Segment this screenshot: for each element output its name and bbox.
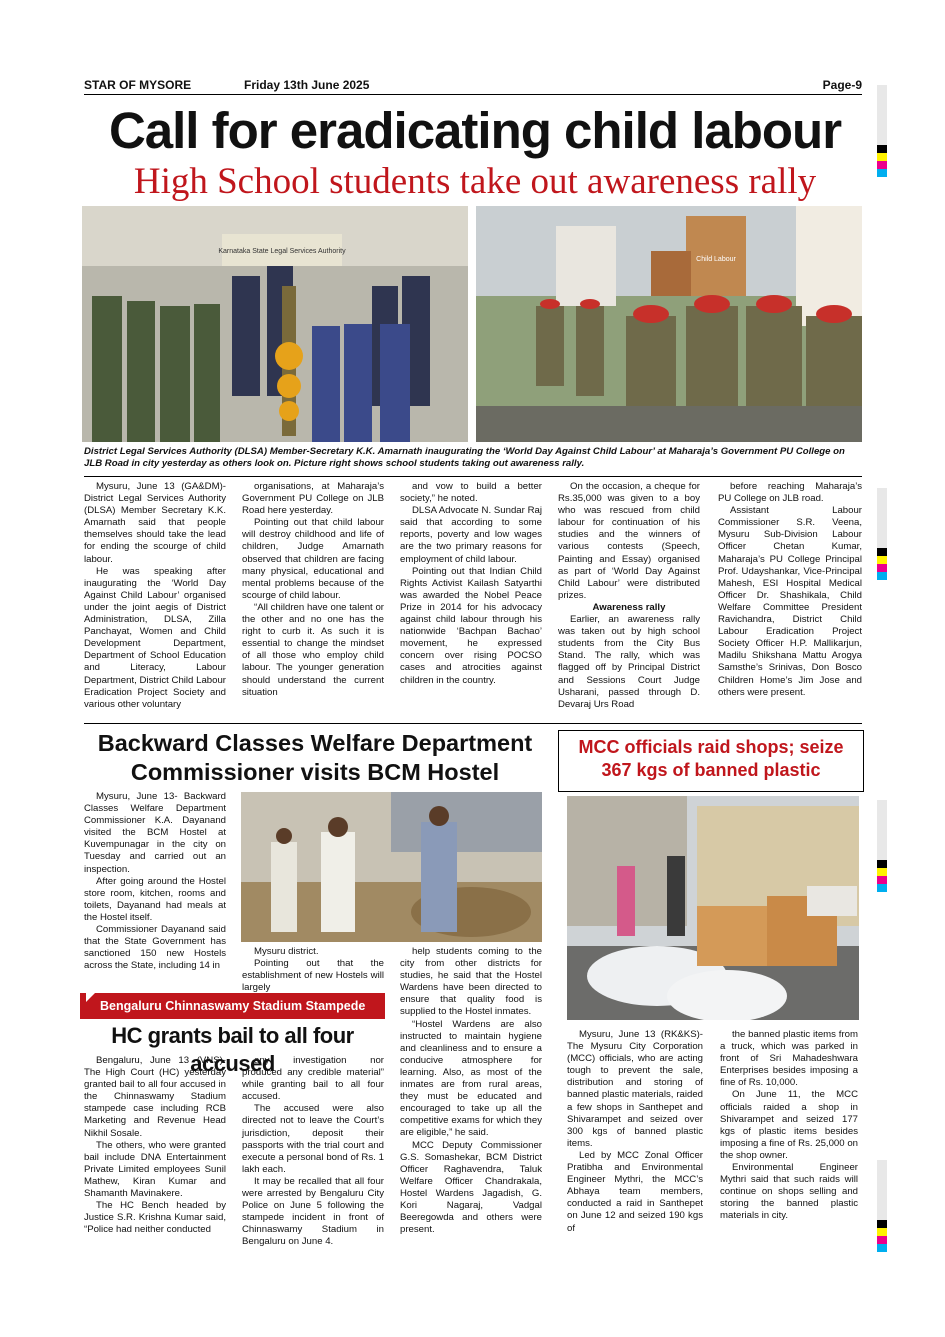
hc-col-1 bbox=[84, 1055, 226, 1236]
paragraph: Commissioner Dayanand said that the State Government has sanctioned 150 new Hostels across the State, including 14 in bbox=[84, 924, 226, 972]
photo-lamp-lighting-art bbox=[82, 206, 468, 442]
photo-awareness-rally-art bbox=[476, 206, 862, 442]
main-col-4 bbox=[558, 481, 700, 711]
paragraph: and vow to build a better society,” he noted. bbox=[400, 481, 542, 505]
paragraph: organisations, at Maharaja’s Government PU College on JLB Road here yesterday. bbox=[242, 481, 384, 517]
divider-rule bbox=[84, 476, 862, 477]
paragraph: The others, who were granted bail include DNA Entertainment Private Limited employees Sunil Mathew, Kiran Kumar and Shamanth Mavinakere. bbox=[84, 1139, 226, 1200]
mcc-headline-line2: 367 kgs of banned plastic bbox=[601, 760, 821, 780]
photo-mcc-raid-art bbox=[567, 796, 859, 1020]
main-col-5 bbox=[718, 481, 862, 699]
paragraph: He was speaking after inaugurating the ‘World Day Against Child Labour’ organised under the joint aegis of District Administration, DLSA, Zilla Panchayat, Women and Child Development Department, Department of School Education and Literacy, Labour Department, District Child Labour Eradication Project Society and various other voluntary bbox=[84, 565, 226, 710]
mcc-col-2 bbox=[720, 1029, 858, 1223]
mcc-headline-box bbox=[558, 730, 864, 792]
bcm-col-3 bbox=[400, 946, 542, 1236]
paragraph: DLSA Advocate N. Sundar Raj said that according to some reports, poverty and low wages are the two primary reasons for employment of child labour. bbox=[400, 505, 542, 565]
paragraph: before reaching Maharaja’s PU College on JLB road. bbox=[718, 481, 862, 505]
mcc-headline-line1: MCC officials raid shops; seize bbox=[578, 737, 844, 757]
paragraph: Mysuru, June 13 (RK&KS)- The Mysuru City Corporation (MCC) officials, who are acting tough to prevent the sale, distribution and storing of banned plastic materials, raided a few shops in Santhepet and Shivarampet and seized over 300 kgs of banned plastic items. bbox=[567, 1029, 703, 1149]
bcm-col-1 bbox=[84, 791, 226, 972]
paragraph: Pointing out that child labour will destroy childhood and life of children, Judge Amarnath observed that children are facing many physical, educational and mental problems because of the scourge of child labour. bbox=[242, 517, 384, 601]
paragraph: The accused were also directed not to leave the Court’s jurisdiction, deposit their passports with the trial court and execute a personal bond of Rs. 1 lakh each. bbox=[242, 1103, 384, 1175]
issue-date: Friday 13th June 2025 bbox=[244, 78, 370, 92]
hc-headline: HC grants bail to all four accused bbox=[111, 1023, 354, 1076]
paragraph: Environmental Engineer Mythri said that such raids will continue on shops selling and storing the banned plastic materials in city. bbox=[720, 1162, 858, 1222]
paragraph: “Hostel Wardens are also instructed to maintain hygiene and cleanliness and to ensure a conducive atmosphere for learning. Also, as most of the inmates are from rural areas, they must be educated and encouraged to take up all the competitive exams for which they are eligible,” he said. bbox=[400, 1018, 542, 1139]
photo-lamp-lighting bbox=[82, 206, 468, 442]
hc-kicker bbox=[80, 993, 385, 1019]
paragraph: The HC Bench headed by Justice S.R. Krishna Kumar said, “Police had neither conducted bbox=[84, 1200, 226, 1236]
placard-text: Child Labour bbox=[696, 256, 736, 263]
main-headline: Call for eradicating child labour bbox=[108, 102, 842, 159]
registration-marks bbox=[877, 488, 887, 580]
paragraph: Pointing out that Indian Child Rights Activist Kailash Satyarthi was awarded the Nobel Peace Prize in 2014 for his advocacy against child labour through his nationwide ‘Bachpan Bachao’ movement, he expressed concern over rising POCSO cases and atrocities against children in the country. bbox=[400, 565, 542, 686]
section-subhead: Awareness rally bbox=[592, 601, 666, 613]
paragraph: MCC Deputy Commissioner G.S. Somashekar, BCM District Officer Raghavendra, Taluk Welfare Officer Chandrakala, Hostel Wardens Jagadish, G. Kori Nagaraj, Vadgal Beeregowda and others were present. bbox=[400, 1139, 542, 1236]
main-col-2 bbox=[242, 481, 384, 699]
paragraph: On June 11, the MCC officials raided a shop in Shivarampet and seized 177 kgs of plastic items besides imposing a fine of Rs. 25,000 on the shop owner. bbox=[720, 1089, 858, 1161]
photo-bcm-hostel bbox=[241, 792, 542, 942]
paragraph: It may be recalled that all four were arrested by Bengaluru City Police on June 5 following the stampede incident in front of Chinnaswamy Stadium in Bengaluru on June 4. bbox=[242, 1175, 384, 1248]
main-subheadline: High School students take out awareness rally bbox=[133, 161, 817, 202]
masthead bbox=[84, 78, 862, 95]
main-col-3 bbox=[400, 481, 542, 687]
bcm-headline-line2: Commissioner visits BCM Hostel bbox=[130, 759, 500, 785]
paragraph: Bengaluru, June 13 (VNS)- The High Court (HC) yesterday granted bail to all four accused in the Chinnaswamy Stadium stampede case including RCB Marketing and Revenue Head Nikhil Sosale. bbox=[84, 1055, 226, 1139]
main-col-1 bbox=[84, 481, 226, 711]
paragraph: any investigation nor produced any credible material” while granting bail to all four accused. bbox=[242, 1055, 384, 1103]
banner-text: Karnataka State Legal Services Authority bbox=[218, 248, 346, 255]
photo-mcc-raid bbox=[567, 796, 859, 1020]
divider-rule bbox=[84, 723, 862, 724]
paragraph: the banned plastic items from a truck, which was parked in front of Sri Mahadeshwara Enterprises besides imposing a fine of Rs. 10,000. bbox=[720, 1029, 858, 1089]
paragraph: After going around the Hostel store room, kitchen, rooms and toilets, Dayanand had meals at the Hostel itself. bbox=[84, 875, 226, 923]
registration-marks bbox=[877, 1160, 887, 1252]
photo-bcm-hostel-art bbox=[241, 792, 542, 942]
registration-marks bbox=[877, 800, 887, 892]
mcc-headline bbox=[559, 731, 863, 782]
paper-name: STAR OF MYSORE bbox=[84, 78, 192, 92]
corner-icon bbox=[86, 993, 95, 1002]
hc-kicker-text: Bengaluru Chinnaswamy Stadium Stampede bbox=[100, 999, 366, 1013]
paragraph: Assistant Labour Commissioner S.R. Veena, Mysuru Sub-Division Labour Officer Chetan Kumar, Maharaja’s PU College Principal Prof. Udayshankar, Vice-Principal Mahesh, ESI Hospital Medical Officer Dr. Shashikala, Child Welfare Committee President Ravichandra, District Child Labour Eradication Project Society Officer H.P. Mallikarjun, Madilu Shikshana Mattu Arogya Samsthe’s Srinivas, Don Bosco Children Home’s Jim Jose and others were present. bbox=[718, 505, 862, 698]
bcm-headline bbox=[80, 729, 550, 787]
paragraph: help students coming to the city from other districts for studies, he said that the Hostel Wardens have been directed to ensure that quality food is supplied to the Hostel inmates. bbox=[400, 946, 542, 1018]
paragraph: Led by MCC Zonal Officer Pratibha and Environmental Engineer Mythri, the MCC’s Abhaya team members, conducted a raid in Santhepet on June 12 and seized 190 kgs of bbox=[567, 1149, 703, 1234]
paragraph: Mysuru, June 13 (GA&DM)- District Legal Services Authority (DLSA) Member Secretary K.K. Amarnath said that people themselves should take the lead for ending the scourge of child labour. bbox=[84, 481, 226, 565]
photo-caption: District Legal Services Authority (DLSA) Member-Secretary K.K. Amarnath inaugurating the ‘World Day Against Child Labour’ at Maharaja’s Government PU College on JLB Road in city yesterday as others look on. Picture right shows school students taking out awareness rally. bbox=[84, 446, 845, 469]
paragraph: On the occasion, a cheque for Rs.35,000 was given to a boy who was rescued from child labour for continuation of his studies and the winners of various contests (Speech, Painting and Essay) organised as part of ‘World Day Against Child Labour’ were distributed prizes. bbox=[558, 481, 700, 601]
mcc-col-1 bbox=[567, 1029, 703, 1235]
registration-marks bbox=[877, 85, 887, 177]
paragraph: Mysuru district. bbox=[254, 946, 319, 957]
bcm-col-2 bbox=[242, 946, 384, 994]
paragraph: “All children have one talent or the other and no one has the right to curb it. As such it is essential to change the mindset of all those who employ child labour. The younger generation should understand the current situation bbox=[242, 601, 384, 698]
hc-col-2 bbox=[242, 1055, 384, 1249]
paragraph: Pointing out that the establishment of new Hostels will largely bbox=[242, 958, 384, 994]
bcm-headline-line1: Backward Classes Welfare Department bbox=[97, 730, 533, 756]
photo-awareness-rally bbox=[476, 206, 862, 442]
page-number: Page-9 bbox=[822, 78, 862, 92]
paragraph: Mysuru, June 13- Backward Classes Welfare Department Commissioner K.A. Dayanand visited the BCM Hostel at Kuvempunagar in the city on Tuesday and carried out an inspection. bbox=[84, 791, 226, 875]
paragraph: Earlier, an awareness rally was taken out by high school students from the City Bus Stand. The rally, which was flagged off by Principal District and Sessions Court Judge Usharani, passed through D. Devaraj Urs Road bbox=[558, 614, 700, 710]
